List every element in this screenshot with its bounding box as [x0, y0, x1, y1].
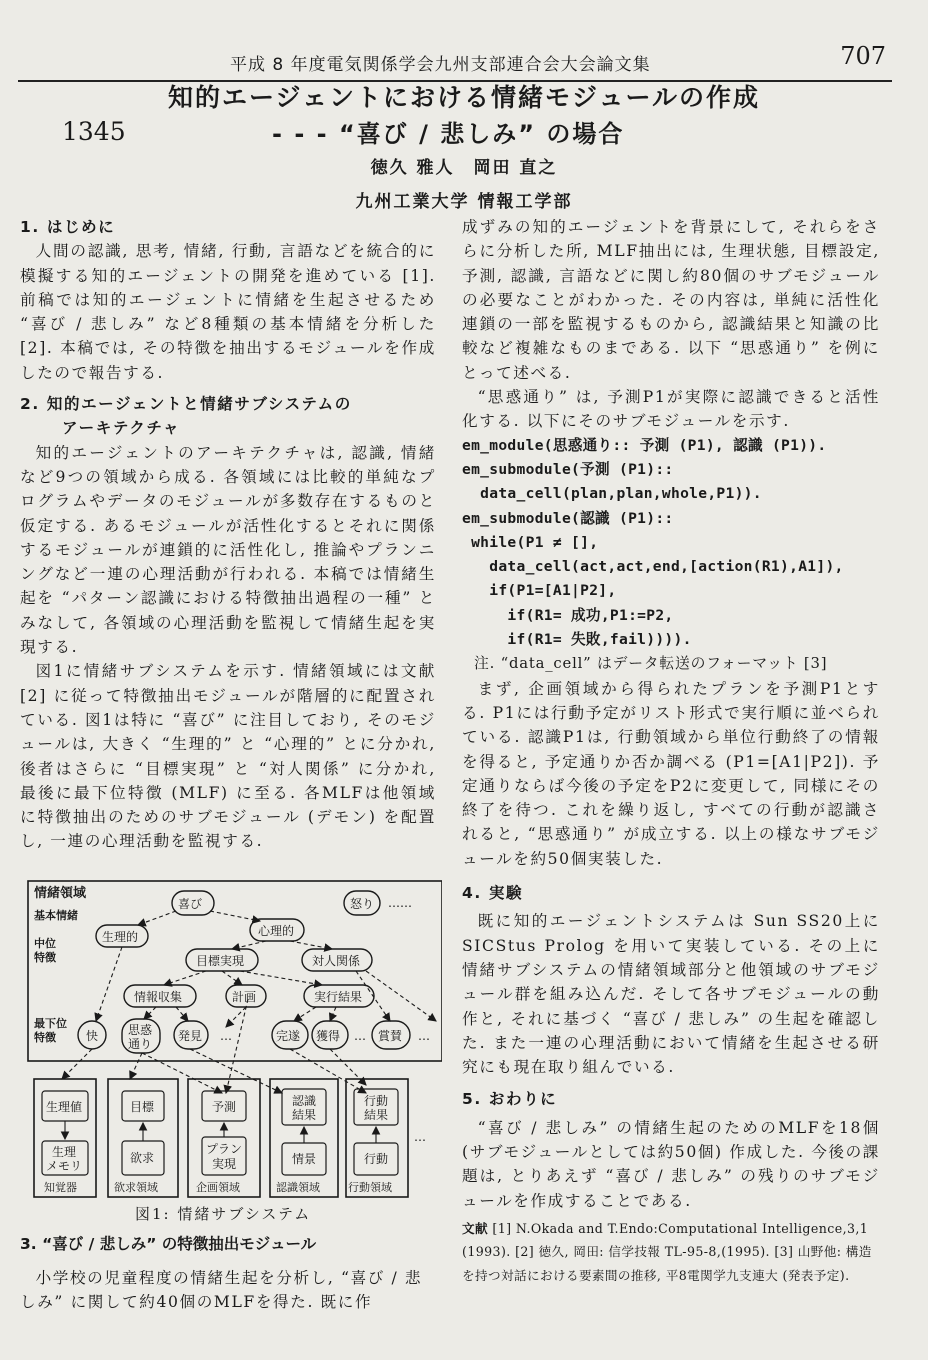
- paragraph: 既に知的エージェントシステムは Sun SS20上に SICStus Prolog を用いて実装している. その上に情緒サブシステムの情緒領域部分と他領域のサブモジュール群を組み込んだ. そして各サブモジュールの動作と, それに基づく “喜び / 悲しみ” の生起を確認した. また一連の心理活動において情緒を生起させる研究にも現在取り組んでいる.: [462, 912, 880, 1077]
- svg-text:獲得: 獲得: [316, 1029, 341, 1043]
- svg-text:怒り: 怒り: [350, 897, 375, 911]
- svg-text:プラン: プラン: [206, 1142, 243, 1156]
- paragraph: 小学校の児童程度の情緒生起を分析し, “喜び / 悲しみ” に関して約40個のMLFを得た. 既に作: [20, 1269, 423, 1312]
- code-line: while(P1 ≠ [],: [462, 533, 599, 551]
- region-label: 情緒領域: [34, 886, 87, 901]
- section-heading: 1. はじめに: [20, 218, 116, 236]
- svg-text:行動領域: 行動領域: [348, 1181, 392, 1194]
- paper-title: 知的エージェントにおける情緒モジュールの作成: [167, 83, 760, 112]
- code-line: em_module(思惑通り:: 予測 (P1), 認識 (P1)).: [462, 436, 827, 454]
- level-label: 基本情緒: [34, 909, 78, 922]
- section-heading-cont: アーキテクチャ: [62, 419, 181, 438]
- references-label: 文献: [462, 1220, 488, 1236]
- svg-text:実現: 実現: [212, 1157, 237, 1171]
- paper-number: 1345: [62, 117, 126, 146]
- right-column: [462, 215, 880, 1287]
- svg-text:…: …: [220, 1029, 232, 1043]
- svg-text:計画: 計画: [232, 990, 257, 1004]
- references: [462, 1217, 880, 1288]
- svg-text:欲求: 欲求: [130, 1151, 155, 1165]
- svg-text:予測: 予測: [212, 1100, 237, 1114]
- paragraph: 知的エージェントのアーキテクチャは, 認識, 情緒など9つの領域から成る. 各領域には比較的単純なプログラムやデータのモジュールが多数存在するものと仮定する. あるモジュールが活性化するとそれに関係するモジュールが連鎖的に活性化し, 推論やプランニングなど一連の心理活動が行われる. 本稿では情緒生起を “パターン認識における特徴抽出過程の一種” とみなして, 各領域の心理活動を監視して情緒生起を実現する.: [20, 443, 436, 657]
- code-line: em_submodule(予測 (P1)::: [462, 460, 674, 478]
- svg-text:賞賛: 賞賛: [378, 1029, 403, 1043]
- code-line: if(R1= 失敗,fail)))).: [462, 631, 692, 649]
- svg-text:情景: 情景: [292, 1152, 317, 1166]
- code-line: if(R1= 成功,P1:=P2,: [462, 606, 674, 624]
- svg-text:メモリ: メモリ: [46, 1159, 83, 1173]
- section-heading: 3. “喜び / 悲しみ” の特徴抽出モジュール: [20, 1235, 317, 1253]
- svg-text:企画領域: 企画領域: [196, 1181, 240, 1194]
- affiliation: 九州工業大学 情報工学部: [355, 192, 573, 212]
- page-number: 707: [840, 42, 886, 70]
- paper-subtitle: - - - “喜び / 悲しみ” の場合: [272, 120, 625, 148]
- svg-text:生理的: 生理的: [102, 930, 139, 944]
- svg-text:思惑: 思惑: [128, 1023, 153, 1037]
- svg-text:対人関係: 対人関係: [312, 954, 361, 968]
- svg-text:行動: 行動: [364, 1094, 389, 1108]
- svg-text:認識: 認識: [292, 1094, 317, 1108]
- svg-text:…: …: [354, 1029, 366, 1043]
- svg-text:完遂: 完遂: [276, 1029, 301, 1043]
- paragraph: まず, 企画領域から得られたプランを予測P1とする. P1には行動予定がリスト形式で実行順に並べられている. 認識P1は, 行動領域から単位行動終了の情報を得ると, 予定通りか否か調べる (P1=[A1|P2]). 予定通りならば今後の予定をP2に変更して, 同様にその終了を待つ. これを繰り返し, すべての行動が認識されると, “思惑通り” が成立する. 以上の様なサブモジュールを約50個実装した.: [462, 679, 880, 868]
- svg-text:生理値: 生理値: [46, 1100, 83, 1114]
- section-heading: 4. 実験: [462, 884, 524, 903]
- svg-text:認識領域: 認識領域: [276, 1181, 320, 1194]
- svg-text:結果: 結果: [364, 1108, 389, 1122]
- section-heading: 5. おわりに: [462, 1090, 558, 1109]
- svg-text:……: ……: [388, 896, 412, 910]
- code-line: data_cell(act,act,end,[action(R1),A1]),: [462, 558, 844, 576]
- paragraph: 図1に情緒サブシステムを示す. 情緒領域には文献 [2] に従って特徴抽出モジュールが階層的に配置されている. 図1は特に “喜び” に注目しており, そのモジュールは, 大きく “生理的” と “心理的” とに分かれ, 後者はさらに “目標実現” と “対人関係” に分かれ, 最後に最下位特徴 (MLF) に至る. 各MLFは他領域に特徴抽出のためのサブモジュール (デモン) を配置し, 一連の心理活動を監視する.: [20, 662, 436, 851]
- svg-text:心理的: 心理的: [258, 924, 295, 938]
- svg-text:…: …: [418, 1029, 430, 1043]
- code-line: if(P1=[A1|P2],: [462, 582, 617, 600]
- code-line: data_cell(plan,plan,whole,P1)).: [462, 485, 762, 503]
- svg-text:目標: 目標: [130, 1100, 155, 1114]
- svg-text:実行結果: 実行結果: [314, 990, 363, 1004]
- code-note: 注. “data_cell” はデータ転送のフォーマット [3]: [474, 655, 828, 673]
- proceedings-title: 平成 8 年度電気関係学会九州支部連合会大会論文集: [230, 55, 651, 75]
- svg-text:欲求領域: 欲求領域: [114, 1181, 158, 1194]
- svg-text:目標実現: 目標実現: [196, 954, 245, 968]
- authors: 徳久 雅人 岡田 直之: [370, 158, 558, 178]
- svg-text:発見: 発見: [178, 1029, 203, 1043]
- figure-caption: 図1: 情緒サブシステム: [135, 1205, 312, 1223]
- level-label: 最下位特徴: [34, 1017, 67, 1044]
- paragraph: 人間の認識, 思考, 情緒, 行動, 言語などを統合的に模擬する知的エージェントの開発を進めている [1]. 前稿では知的エージェントに情緒を生起させるため “喜び / 悲しみ” など8種類の基本情緒を分析した [2]. 本稿では, その特徴を抽出するモジュールを作成したので報告する.: [20, 242, 436, 382]
- paragraph: “喜び / 悲しみ” の情緒生起のためのMLFを18個 (サブモジュールとしては約50個) 作成した. 今後の課題は, とりあえず “喜び / 悲しみ” の残りのサブモジュールを作成することである.: [462, 1118, 880, 1210]
- svg-text:…: …: [414, 1130, 426, 1144]
- code-line: em_submodule(認識 (P1)::: [462, 509, 674, 527]
- references-text: [1] N.Okada and T.Endo:Computational Intelligence,3,1 (1993). [2] 徳久, 岡田: 信学技報 TL-95-8,(1995). [3] 山野他: 構造を持つ対話における要素間の推移, 平8電関学九支連大 (発表予定).: [462, 1220, 872, 1283]
- figure-emotion-subsystem: [26, 879, 442, 1205]
- svg-text:快: 快: [86, 1029, 99, 1043]
- paragraph: 成ずみの知的エージェントを背景にして, それらをさらに分析した所, MLF抽出には, 生理状態, 目標設定, 予測, 認識, 言語などに関し約80個のサブモジュールの必要なことがわかった. その内容は, 単純に活性化連鎖の一部を監視するものから, 認識結果と知識の比較など複雑なものまである. 以下 “思惑通り” を例にとって述べる.: [462, 218, 880, 382]
- paragraph: “思惑通り” は, 予測P1が実際に認識できると活性化する. 以下にそのサブモジュールを示す.: [462, 388, 880, 431]
- svg-text:結果: 結果: [292, 1108, 317, 1122]
- svg-text:生理: 生理: [52, 1145, 77, 1159]
- section-heading: 2. 知的エージェントと情緒サブシステムの: [20, 395, 352, 414]
- svg-text:通り: 通り: [128, 1037, 153, 1051]
- svg-text:行動: 行動: [364, 1152, 389, 1166]
- left-column: [20, 215, 436, 854]
- level-label: 中位特徴: [34, 937, 56, 964]
- svg-text:知覚器: 知覚器: [44, 1181, 77, 1194]
- svg-text:情報収集: 情報収集: [134, 990, 183, 1004]
- svg-text:喜び: 喜び: [178, 897, 203, 911]
